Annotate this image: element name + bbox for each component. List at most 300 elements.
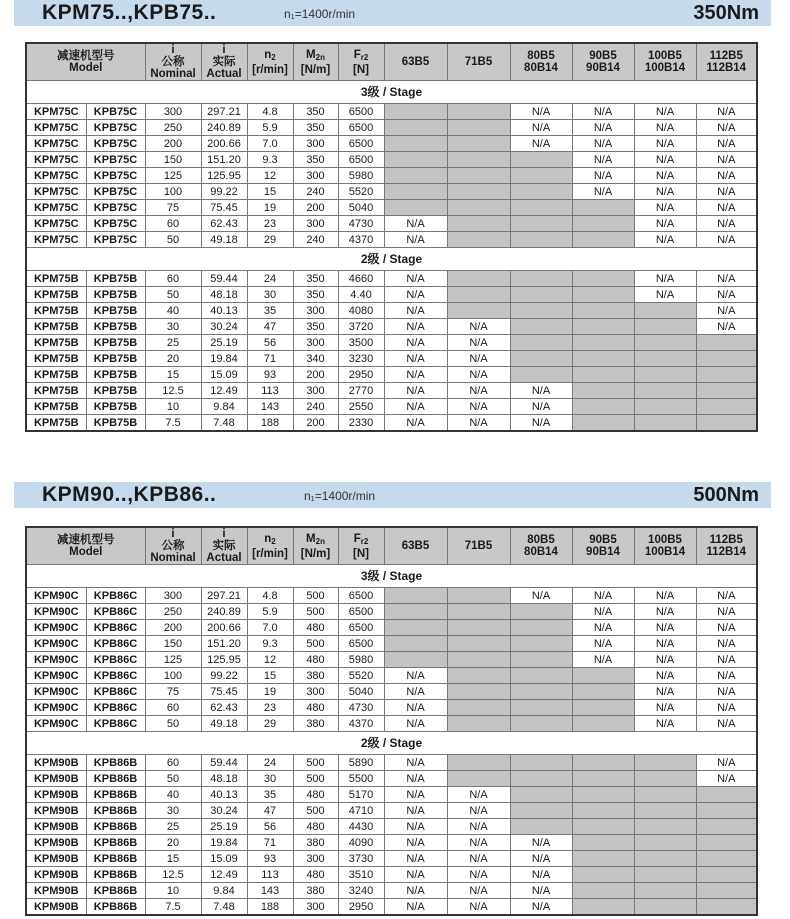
table-row bbox=[26, 620, 757, 636]
motor-availability-cell bbox=[696, 367, 757, 383]
motor-availability-cell: N/A bbox=[447, 415, 510, 432]
model-cell: KPB86C bbox=[86, 636, 145, 652]
motor-availability-cell: N/A bbox=[384, 399, 447, 415]
value-cell: 143 bbox=[247, 883, 293, 899]
value-cell: 5.9 bbox=[247, 604, 293, 620]
table-row bbox=[26, 136, 757, 152]
model-cell: KPM90B bbox=[26, 867, 86, 883]
value-cell: 30.24 bbox=[201, 803, 247, 819]
value-cell: 99.22 bbox=[201, 184, 247, 200]
motor-availability-cell bbox=[572, 819, 634, 835]
motor-availability-cell: N/A bbox=[696, 104, 757, 120]
value-cell: 4370 bbox=[338, 232, 384, 248]
motor-availability-cell: N/A bbox=[510, 415, 572, 432]
motor-availability-cell bbox=[510, 152, 572, 168]
motor-availability-cell: N/A bbox=[572, 588, 634, 604]
motor-availability-cell bbox=[696, 803, 757, 819]
model-cell: KPM90B bbox=[26, 755, 86, 771]
motor-availability-cell bbox=[572, 899, 634, 916]
value-cell: 4730 bbox=[338, 700, 384, 716]
table-row bbox=[26, 287, 757, 303]
value-cell: 113 bbox=[247, 383, 293, 399]
value-cell: 300 bbox=[293, 168, 338, 184]
model-cell: KPB75C bbox=[86, 168, 145, 184]
table-row bbox=[26, 851, 757, 867]
motor-availability-cell: N/A bbox=[634, 200, 696, 216]
table-row bbox=[26, 819, 757, 835]
value-cell: 300 bbox=[145, 104, 201, 120]
motor-availability-cell bbox=[572, 867, 634, 883]
stage-row bbox=[26, 248, 757, 271]
motor-availability-cell: N/A bbox=[384, 335, 447, 351]
value-cell: 300 bbox=[293, 335, 338, 351]
value-cell: 500 bbox=[293, 803, 338, 819]
motor-availability-cell bbox=[447, 716, 510, 732]
value-cell: 48.18 bbox=[201, 287, 247, 303]
value-cell: 5170 bbox=[338, 787, 384, 803]
motor-availability-cell bbox=[384, 152, 447, 168]
motor-availability-cell: N/A bbox=[696, 604, 757, 620]
value-cell: 6500 bbox=[338, 636, 384, 652]
model-cell: KPM75B bbox=[26, 415, 86, 432]
motor-availability-cell: N/A bbox=[696, 303, 757, 319]
table-row bbox=[26, 684, 757, 700]
model-cell: KPB75B bbox=[86, 367, 145, 383]
header-motor-90b5: 90B5 90B14 bbox=[572, 43, 634, 81]
value-cell: 3720 bbox=[338, 319, 384, 335]
motor-availability-cell bbox=[572, 415, 634, 432]
stage-label: 2级 / Stage bbox=[26, 248, 757, 271]
model-cell: KPB75C bbox=[86, 184, 145, 200]
motor-availability-cell bbox=[634, 367, 696, 383]
motor-availability-cell: N/A bbox=[384, 287, 447, 303]
motor-availability-cell bbox=[447, 636, 510, 652]
motor-availability-cell: N/A bbox=[384, 899, 447, 916]
motor-availability-cell: N/A bbox=[447, 803, 510, 819]
value-cell: 25.19 bbox=[201, 819, 247, 835]
motor-availability-cell: N/A bbox=[384, 303, 447, 319]
value-cell: 29 bbox=[247, 716, 293, 732]
motor-availability-cell bbox=[634, 319, 696, 335]
value-cell: 300 bbox=[293, 684, 338, 700]
motor-availability-cell: N/A bbox=[384, 271, 447, 287]
value-cell: 200 bbox=[145, 136, 201, 152]
value-cell: 500 bbox=[293, 636, 338, 652]
motor-availability-cell bbox=[510, 287, 572, 303]
model-cell: KPM75C bbox=[26, 104, 86, 120]
series-title: KPM75..,KPB75.. bbox=[42, 1, 217, 24]
motor-availability-cell bbox=[572, 771, 634, 787]
table-row bbox=[26, 899, 757, 916]
motor-availability-cell: N/A bbox=[572, 636, 634, 652]
table-row bbox=[26, 415, 757, 432]
motor-availability-cell bbox=[510, 652, 572, 668]
value-cell: 3240 bbox=[338, 883, 384, 899]
model-cell: KPB75B bbox=[86, 303, 145, 319]
motor-availability-cell bbox=[447, 232, 510, 248]
motor-availability-cell bbox=[447, 120, 510, 136]
model-cell: KPB86C bbox=[86, 668, 145, 684]
value-cell: 7.0 bbox=[247, 620, 293, 636]
motor-availability-cell: N/A bbox=[384, 319, 447, 335]
motor-availability-cell: N/A bbox=[447, 383, 510, 399]
value-cell: 99.22 bbox=[201, 668, 247, 684]
model-cell: KPM90C bbox=[26, 620, 86, 636]
motor-availability-cell bbox=[510, 803, 572, 819]
motor-availability-cell: N/A bbox=[384, 684, 447, 700]
value-cell: 19 bbox=[247, 684, 293, 700]
value-cell: 350 bbox=[293, 152, 338, 168]
value-cell: 75.45 bbox=[201, 684, 247, 700]
motor-availability-cell bbox=[447, 271, 510, 287]
value-cell: 7.0 bbox=[247, 136, 293, 152]
value-cell: 75 bbox=[145, 200, 201, 216]
model-cell: KPB86B bbox=[86, 803, 145, 819]
table-row bbox=[26, 668, 757, 684]
motor-availability-cell bbox=[572, 787, 634, 803]
value-cell: 15 bbox=[145, 851, 201, 867]
motor-availability-cell bbox=[447, 700, 510, 716]
motor-availability-cell bbox=[510, 335, 572, 351]
motor-availability-cell bbox=[572, 835, 634, 851]
value-cell: 2550 bbox=[338, 399, 384, 415]
header-motor-112b5: 112B5 112B14 bbox=[696, 43, 757, 81]
value-cell: 59.44 bbox=[201, 271, 247, 287]
motor-availability-cell bbox=[447, 668, 510, 684]
model-cell: KPB86B bbox=[86, 835, 145, 851]
model-cell: KPM90B bbox=[26, 771, 86, 787]
value-cell: 25 bbox=[145, 335, 201, 351]
value-cell: 6500 bbox=[338, 604, 384, 620]
motor-availability-cell bbox=[510, 200, 572, 216]
value-cell: 4370 bbox=[338, 716, 384, 732]
motor-availability-cell: N/A bbox=[447, 351, 510, 367]
value-cell: 125.95 bbox=[201, 168, 247, 184]
value-cell: 300 bbox=[293, 383, 338, 399]
value-cell: 30 bbox=[145, 319, 201, 335]
value-cell: 47 bbox=[247, 803, 293, 819]
header-m2n: $M_{2n}$ [N/m] bbox=[293, 43, 338, 81]
motor-availability-cell bbox=[447, 303, 510, 319]
model-cell: KPB86B bbox=[86, 787, 145, 803]
value-cell: 380 bbox=[293, 835, 338, 851]
value-cell: 9.84 bbox=[201, 883, 247, 899]
motor-availability-cell: N/A bbox=[510, 120, 572, 136]
value-cell: 151.20 bbox=[201, 152, 247, 168]
value-cell: 380 bbox=[293, 716, 338, 732]
motor-availability-cell bbox=[634, 803, 696, 819]
motor-availability-cell bbox=[510, 168, 572, 184]
header-ratio-actual: i 实际 Actual bbox=[201, 527, 247, 565]
value-cell: 24 bbox=[247, 755, 293, 771]
value-cell: 350 bbox=[293, 319, 338, 335]
stage-label: 3级 / Stage bbox=[26, 565, 757, 588]
model-cell: KPB86C bbox=[86, 588, 145, 604]
motor-availability-cell bbox=[510, 636, 572, 652]
stage-label: 2级 / Stage bbox=[26, 732, 757, 755]
value-cell: 49.18 bbox=[201, 232, 247, 248]
motor-availability-cell bbox=[384, 652, 447, 668]
value-cell: 4710 bbox=[338, 803, 384, 819]
value-cell: 480 bbox=[293, 620, 338, 636]
table-row bbox=[26, 303, 757, 319]
motor-availability-cell: N/A bbox=[572, 136, 634, 152]
motor-availability-cell: N/A bbox=[572, 104, 634, 120]
header-ratio-nominal: i 公称 Nominal bbox=[145, 527, 201, 565]
value-cell: 300 bbox=[293, 136, 338, 152]
value-cell: 25 bbox=[145, 819, 201, 835]
rated-torque: 350Nm bbox=[693, 2, 759, 24]
motor-availability-cell: N/A bbox=[696, 755, 757, 771]
model-cell: KPB75B bbox=[86, 415, 145, 432]
value-cell: 6500 bbox=[338, 588, 384, 604]
motor-availability-cell bbox=[696, 787, 757, 803]
model-cell: KPM75C bbox=[26, 184, 86, 200]
motor-availability-cell bbox=[510, 604, 572, 620]
value-cell: 150 bbox=[145, 636, 201, 652]
motor-availability-cell bbox=[696, 819, 757, 835]
motor-availability-cell bbox=[447, 684, 510, 700]
motor-availability-cell: N/A bbox=[510, 104, 572, 120]
motor-availability-cell: N/A bbox=[447, 867, 510, 883]
value-cell: 30 bbox=[247, 771, 293, 787]
motor-availability-cell bbox=[634, 819, 696, 835]
motor-availability-cell: N/A bbox=[696, 668, 757, 684]
model-cell: KPM75B bbox=[26, 367, 86, 383]
value-cell: 60 bbox=[145, 755, 201, 771]
motor-availability-cell: N/A bbox=[510, 136, 572, 152]
motor-availability-cell: N/A bbox=[572, 620, 634, 636]
motor-availability-cell bbox=[634, 351, 696, 367]
motor-availability-cell bbox=[510, 271, 572, 287]
motor-availability-cell bbox=[634, 383, 696, 399]
model-cell: KPB86C bbox=[86, 716, 145, 732]
value-cell: 4080 bbox=[338, 303, 384, 319]
value-cell: 240 bbox=[293, 232, 338, 248]
model-cell: KPB86C bbox=[86, 684, 145, 700]
value-cell: 4.8 bbox=[247, 588, 293, 604]
motor-availability-cell: N/A bbox=[572, 120, 634, 136]
header-ratio-actual: i 实际 Actual bbox=[201, 43, 247, 81]
motor-availability-cell bbox=[447, 184, 510, 200]
motor-availability-cell: N/A bbox=[572, 652, 634, 668]
value-cell: 4.8 bbox=[247, 104, 293, 120]
value-cell: 350 bbox=[293, 120, 338, 136]
motor-availability-cell bbox=[447, 652, 510, 668]
motor-availability-cell bbox=[510, 184, 572, 200]
motor-availability-cell: N/A bbox=[447, 367, 510, 383]
value-cell: 12.5 bbox=[145, 383, 201, 399]
motor-availability-cell: N/A bbox=[384, 867, 447, 883]
motor-availability-cell: N/A bbox=[634, 668, 696, 684]
value-cell: 500 bbox=[293, 771, 338, 787]
value-cell: 10 bbox=[145, 399, 201, 415]
value-cell: 7.48 bbox=[201, 415, 247, 432]
value-cell: 19.84 bbox=[201, 351, 247, 367]
model-cell: KPM75B bbox=[26, 303, 86, 319]
motor-availability-cell: N/A bbox=[696, 200, 757, 216]
motor-availability-cell: N/A bbox=[572, 604, 634, 620]
model-cell: KPM75B bbox=[26, 287, 86, 303]
value-cell: 125 bbox=[145, 652, 201, 668]
motor-availability-cell bbox=[696, 399, 757, 415]
value-cell: 40 bbox=[145, 787, 201, 803]
motor-availability-cell: N/A bbox=[447, 319, 510, 335]
model-cell: KPM90C bbox=[26, 668, 86, 684]
value-cell: 300 bbox=[293, 216, 338, 232]
table-row bbox=[26, 367, 757, 383]
model-cell: KPM90B bbox=[26, 883, 86, 899]
stage-row bbox=[26, 732, 757, 755]
value-cell: 56 bbox=[247, 335, 293, 351]
table-row bbox=[26, 200, 757, 216]
motor-availability-cell: N/A bbox=[696, 588, 757, 604]
value-cell: 29 bbox=[247, 232, 293, 248]
model-cell: KPM75C bbox=[26, 120, 86, 136]
motor-availability-cell bbox=[384, 136, 447, 152]
motor-availability-cell: N/A bbox=[634, 620, 696, 636]
value-cell: 20 bbox=[145, 835, 201, 851]
value-cell: 25.19 bbox=[201, 335, 247, 351]
value-cell: 5890 bbox=[338, 755, 384, 771]
motor-availability-cell: N/A bbox=[634, 168, 696, 184]
model-cell: KPB75B bbox=[86, 351, 145, 367]
motor-availability-cell bbox=[572, 367, 634, 383]
value-cell: 3730 bbox=[338, 851, 384, 867]
table-row bbox=[26, 271, 757, 287]
model-cell: KPB86B bbox=[86, 851, 145, 867]
motor-availability-cell: N/A bbox=[696, 216, 757, 232]
value-cell: 188 bbox=[247, 899, 293, 916]
model-cell: KPM90C bbox=[26, 684, 86, 700]
value-cell: 60 bbox=[145, 216, 201, 232]
value-cell: 480 bbox=[293, 787, 338, 803]
motor-availability-cell: N/A bbox=[696, 620, 757, 636]
value-cell: 100 bbox=[145, 184, 201, 200]
value-cell: 15.09 bbox=[201, 851, 247, 867]
motor-availability-cell bbox=[447, 771, 510, 787]
motor-availability-cell: N/A bbox=[634, 716, 696, 732]
motor-availability-cell: N/A bbox=[696, 271, 757, 287]
model-cell: KPB75C bbox=[86, 232, 145, 248]
value-cell: 6500 bbox=[338, 136, 384, 152]
value-cell: 380 bbox=[293, 883, 338, 899]
model-cell: KPB86B bbox=[86, 819, 145, 835]
value-cell: 60 bbox=[145, 700, 201, 716]
motor-availability-cell: N/A bbox=[572, 168, 634, 184]
table-row bbox=[26, 216, 757, 232]
motor-availability-cell: N/A bbox=[384, 803, 447, 819]
value-cell: 240 bbox=[293, 399, 338, 415]
motor-availability-cell bbox=[447, 604, 510, 620]
motor-availability-cell bbox=[510, 771, 572, 787]
motor-availability-cell: N/A bbox=[384, 351, 447, 367]
motor-availability-cell: N/A bbox=[510, 399, 572, 415]
motor-availability-cell bbox=[447, 287, 510, 303]
value-cell: 93 bbox=[247, 851, 293, 867]
value-cell: 5980 bbox=[338, 168, 384, 184]
value-cell: 7.5 bbox=[145, 415, 201, 432]
stage-row bbox=[26, 565, 757, 588]
value-cell: 300 bbox=[293, 851, 338, 867]
stage-label: 3级 / Stage bbox=[26, 81, 757, 104]
model-cell: KPB75C bbox=[86, 152, 145, 168]
header-m2n: $M_{2n}$ [N/m] bbox=[293, 527, 338, 565]
motor-availability-cell bbox=[634, 303, 696, 319]
value-cell: 350 bbox=[293, 287, 338, 303]
model-cell: KPM90C bbox=[26, 604, 86, 620]
motor-availability-cell bbox=[572, 399, 634, 415]
model-cell: KPB75C bbox=[86, 120, 145, 136]
model-cell: KPB86B bbox=[86, 867, 145, 883]
value-cell: 125 bbox=[145, 168, 201, 184]
model-cell: KPB86C bbox=[86, 652, 145, 668]
model-cell: KPM75B bbox=[26, 383, 86, 399]
value-cell: 12 bbox=[247, 168, 293, 184]
model-cell: KPM90C bbox=[26, 716, 86, 732]
value-cell: 10 bbox=[145, 883, 201, 899]
motor-availability-cell bbox=[384, 588, 447, 604]
motor-availability-cell bbox=[447, 755, 510, 771]
table-row bbox=[26, 168, 757, 184]
table-row bbox=[26, 835, 757, 851]
motor-availability-cell: N/A bbox=[634, 152, 696, 168]
table-row bbox=[26, 351, 757, 367]
model-cell: KPM75C bbox=[26, 232, 86, 248]
motor-availability-cell bbox=[634, 867, 696, 883]
motor-availability-cell bbox=[696, 835, 757, 851]
motor-availability-cell bbox=[510, 303, 572, 319]
motor-availability-cell: N/A bbox=[384, 771, 447, 787]
motor-availability-cell: N/A bbox=[510, 383, 572, 399]
value-cell: 9.3 bbox=[247, 636, 293, 652]
model-cell: KPB75C bbox=[86, 136, 145, 152]
value-cell: 93 bbox=[247, 367, 293, 383]
motor-availability-cell bbox=[384, 104, 447, 120]
value-cell: 15 bbox=[247, 668, 293, 684]
value-cell: 50 bbox=[145, 287, 201, 303]
value-cell: 7.5 bbox=[145, 899, 201, 916]
motor-availability-cell bbox=[696, 883, 757, 899]
motor-availability-cell bbox=[510, 684, 572, 700]
model-cell: KPB75B bbox=[86, 287, 145, 303]
motor-availability-cell bbox=[510, 787, 572, 803]
model-cell: KPM90C bbox=[26, 588, 86, 604]
value-cell: 12.49 bbox=[201, 867, 247, 883]
motor-availability-cell bbox=[572, 303, 634, 319]
motor-availability-cell: N/A bbox=[384, 415, 447, 432]
motor-availability-cell: N/A bbox=[696, 232, 757, 248]
header-ratio-nominal: i 公称 Nominal bbox=[145, 43, 201, 81]
value-cell: 3500 bbox=[338, 335, 384, 351]
value-cell: 71 bbox=[247, 835, 293, 851]
motor-availability-cell bbox=[572, 383, 634, 399]
motor-availability-cell: N/A bbox=[384, 819, 447, 835]
motor-availability-cell bbox=[572, 319, 634, 335]
value-cell: 125.95 bbox=[201, 652, 247, 668]
value-cell: 500 bbox=[293, 604, 338, 620]
model-cell: KPM90C bbox=[26, 636, 86, 652]
value-cell: 12.49 bbox=[201, 383, 247, 399]
motor-availability-cell bbox=[447, 152, 510, 168]
value-cell: 75.45 bbox=[201, 200, 247, 216]
table-row bbox=[26, 883, 757, 899]
header-motor-63b5: 63B5 bbox=[384, 527, 447, 565]
motor-availability-cell: N/A bbox=[384, 883, 447, 899]
motor-availability-cell bbox=[572, 216, 634, 232]
table-row bbox=[26, 604, 757, 620]
motor-availability-cell: N/A bbox=[384, 835, 447, 851]
